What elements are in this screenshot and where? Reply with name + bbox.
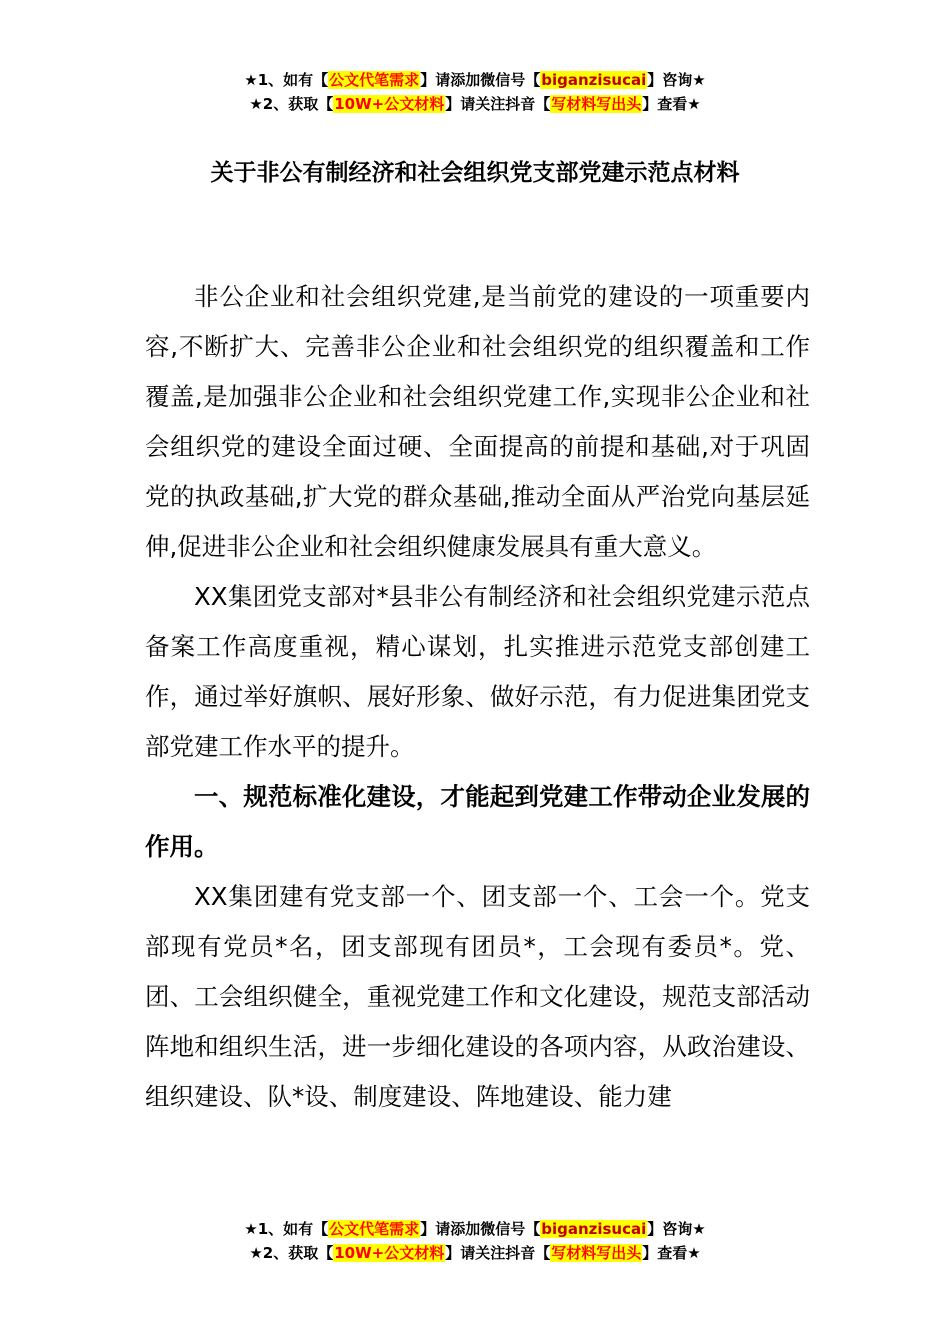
banner-line-2: ★2、获取【10W+公文材料】请关注抖音【写材料写出头】查看★ xyxy=(249,95,701,113)
footer-highlight-wechat-id: biganzisucai xyxy=(541,1220,647,1238)
header-banner xyxy=(0,68,950,116)
footer-highlight-materials: 10W+公文材料 xyxy=(334,1244,445,1262)
footer-banner-line-2: ★2、获取【10W+公文材料】请关注抖音【写材料写出头】查看★ xyxy=(249,1244,701,1262)
highlight-service: 公文代笔需求 xyxy=(329,71,420,89)
footer-highlight-service: 公文代笔需求 xyxy=(329,1220,420,1238)
highlight-wechat-id: biganzisucai xyxy=(541,71,647,89)
highlight-douyin: 写材料写出头 xyxy=(551,95,642,113)
footer-highlight-douyin: 写材料写出头 xyxy=(551,1244,642,1262)
banner-line-1: ★1、如有【公文代笔需求】请添加微信号【biganzisucai】咨询★ xyxy=(244,71,706,89)
paragraph-intro: 非公企业和社会组织党建,是当前党的建设的一项重要内容,不断扩大、完善非公企业和社会组织党的组织覆盖和工作覆盖,是加强非公企业和社会组织党建工作,实现非公企业和社会组织党的建设全面过硬、全面提高的前提和基础,对于巩固党的执政基础,扩大党的群众基础,推动全面从严治党向基层延伸,促进非公企业和社会组织健康发展具有重大意义。 xyxy=(145,282,810,561)
highlight-materials: 10W+公文材料 xyxy=(334,95,445,113)
footer-banner-line-1: ★1、如有【公文代笔需求】请添加微信号【biganzisucai】咨询★ xyxy=(244,1220,706,1238)
paragraph-group: XX集团党支部对*县非公有制经济和社会组织党建示范点备案工作高度重视，精心谋划，扎实推进示范党支部创建工作，通过举好旗帜、展好形象、做好示范，有力促进集团党支部党建工作水平的提升。 xyxy=(145,582,810,761)
footer-banner xyxy=(0,1217,950,1265)
paragraph-organization: XX集团建有党支部一个、团支部一个、工会一个。党支部现有党员*名，团支部现有团员*，工会现有委员*。党、团、工会组织健全，重视党建工作和文化建设，规范支部活动阵地和组织生活，进一步细化建设的各项内容，从政治建设、组织建设、队*设、制度建设、阵地建设、能力建 xyxy=(145,882,810,1111)
section-heading-1: 一、规范标准化建设，才能起到党建工作带动企业发展的作用。 xyxy=(145,782,810,861)
document-title: 关于非公有制经济和社会组织党支部党建示范点材料 xyxy=(210,160,740,186)
document-body xyxy=(145,272,810,1122)
